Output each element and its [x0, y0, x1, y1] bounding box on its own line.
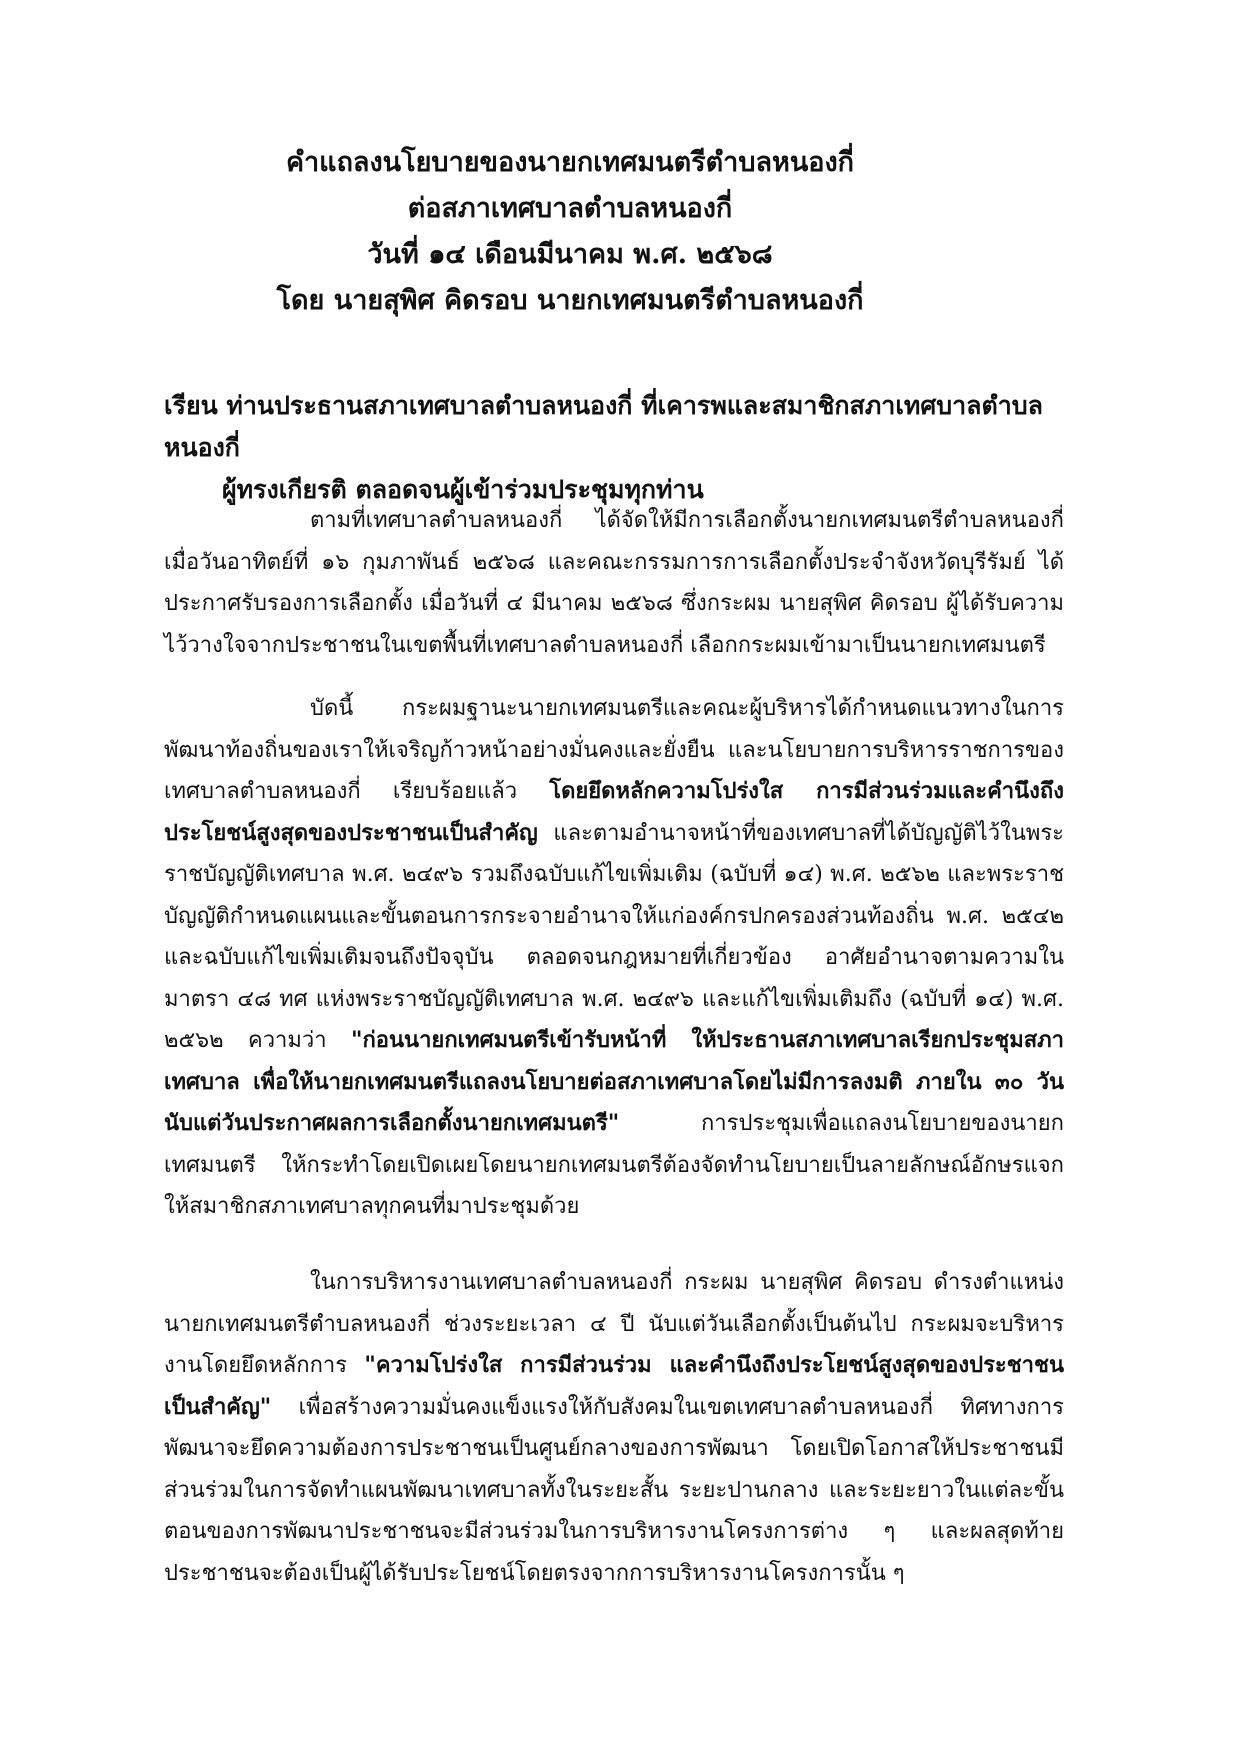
paragraph-3-text-1: ในการบริหารงานเทศบาลตำบลหนองกี่ กระผม นายสุพิศ คิดรอบ ดำรงตำแหน่งนายกเทศมนตรีตำบลหนองกี่ ช่วงระยะเวลา ๔ ปี นับแต่วันเลือกตั้งเป็นต้นไป กระผมจะบริหารงานโดยยึดหลักการ — [164, 1270, 1064, 1378]
salutation-line-1: เรียน ท่านประธานสภาเทศบาลตำบลหนองกี่ ที่เคารพและสมาชิกสภาเทศบาลตำบลหนองกี่ — [164, 391, 1043, 462]
paragraph-1 — [164, 500, 1064, 666]
paragraph-3 — [164, 1262, 1064, 1594]
paragraph-3-text-2: เพื่อสร้างความมั่นคงแข็งแรงให้กับสังคมในเขตเทศบาลตำบลหนองกี่ ทิศทางการพัฒนาจะยึดความต้องการประชาชนเป็นศูนย์กลางของการพัฒนา โดยเปิดโอกาสให้ประชาชนมีส่วนร่วมในการจัดทำแผนพัฒนาเทศบาลทั้งในระยะสั้น ระยะปานกลาง และระยะยาวในแต่ละขั้นตอนของการพัฒนาประชาชนจะมีส่วนร่วมในการบริหารงานโครงการต่าง ๆ และผลสุดท้ายประชาชนจะต้องเป็นผู้ได้รับประโยชน์โดยตรงจากการบริหารงานโครงการนั้น ๆ — [164, 1394, 1064, 1586]
paragraph-2-text-1: บัดนี้ กระผมฐานะนายกเทศมนตรีและคณะผู้บริหารได้กำหนดแนวทางในการพัฒนาท้องถิ่นของเราให้เจริญก้าวหน้าอย่างมั่นคงและยั่งยืน และนโยบายการบริหารราชการของเทศบาลตำบลหนองกี่ เรียบร้อยแล้ว — [164, 696, 1064, 804]
paragraph-1-text: ตามที่เทศบาลตำบลหนองกี่ ได้จัดให้มีการเลือกตั้งนายกเทศมนตรีตำบลหนองกี่ เมื่อวันอาทิตย์ที่ ๑๖ กุมภาพันธ์ ๒๕๖๘ และคณะกรรมการการเลือกตั้งประจำจังหวัดบุรีรัมย์ ได้ประกาศรับรองการเลือกตั้ง เมื่อวันที่ ๔ มีนาคม ๒๕๖๘ ซึ่งกระผม นายสุพิศ คิดรอบ ผู้ได้รับความไว้วางใจจากประชาชนในเขตพื้นที่เทศบาลตำบลหนองกี่ เลือกกระผมเข้ามาเป็นนายกเทศมนตรี — [164, 508, 1064, 658]
salutation — [164, 385, 1084, 511]
paragraph-2-bold-1: โดยยึดหลักความโปร่งใส การมีส่วนร่วมและคำนึงถึงประโยชน์สูงสุดของประชาชนเป็นสำคัญ — [164, 778, 1064, 846]
title-line-3: วันที่ ๑๔ เดือนมีนาคม พ.ศ. ๒๕๖๘ — [367, 239, 773, 270]
title-line-4: โดย นายสุพิศ คิดรอบ นายกเทศมนตรีตำบลหนองกี่ — [276, 285, 864, 316]
document-title — [150, 140, 990, 324]
salutation-line-2: ผู้ทรงเกียรติ ตลอดจนผู้เข้าร่วมประชุมทุกท่าน — [222, 475, 704, 504]
paragraph-3-bold-1: "ความโปร่งใส การมีส่วนร่วม และคำนึงถึงประโยชน์สูงสุดของประชาชนเป็นสำคัญ" — [164, 1352, 1064, 1420]
paragraph-2 — [164, 688, 1064, 1228]
title-line-1: คำแถลงนโยบายของนายกเทศมนตรีตำบลหนองกี่ — [285, 147, 855, 178]
paragraph-2-text-3: การประชุมเพื่อแถลงนโยบายของนายกเทศมนตรี ให้กระทำโดยเปิดเผยโดยนายกเทศมนตรีต้องจัดทำนโยบายเป็นลายลักษณ์อักษรแจกให้สมาชิกสภาเทศบาลทุกคนที่มาประชุมด้วย — [164, 1111, 1064, 1219]
title-line-2: ต่อสภาเทศบาลตำบลหนองกี่ — [407, 193, 733, 224]
paragraph-2-bold-2: "ก่อนนายกเทศมนตรีเข้ารับหน้าที่ ให้ประธานสภาเทศบาลเรียกประชุมสภาเทศบาล เพื่อให้นายกเทศมนตรีแถลงนโยบายต่อสภาเทศบาลโดยไม่มีการลงมติ ภายใน ๓๐ วัน นับแต่วันประกาศผลการเลือกตั้งนายกเทศมนตรี" — [164, 1027, 1064, 1136]
paragraph-2-text-2: และตามอำนาจหน้าที่ของเทศบาลที่ได้บัญญัติไว้ในพระราชบัญญัติเทศบาล พ.ศ. ๒๔๙๖ รวมถึงฉบับแก้ไขเพิ่มเติม (ฉบับที่ ๑๔) พ.ศ. ๒๕๖๒ และพระราชบัญญัติกำหนดแผนและขั้นตอนการกระจายอำนาจให้แก่องค์กรปกครองส่วนท้องถิ่น พ.ศ. ๒๕๔๒ และฉบับแก้ไขเพิ่มเติมจนถึงปัจจุบัน ตลอดจนกฎหมายที่เกี่ยวข้อง อาศัยอำนาจตามความในมาตรา ๔๘ ทศ แห่งพระราชบัญญัติเทศบาล พ.ศ. ๒๔๙๖ และแก้ไขเพิ่มเติมถึง (ฉบับที่ ๑๔) พ.ศ. ๒๕๖๒ ความว่า — [164, 820, 1064, 1053]
